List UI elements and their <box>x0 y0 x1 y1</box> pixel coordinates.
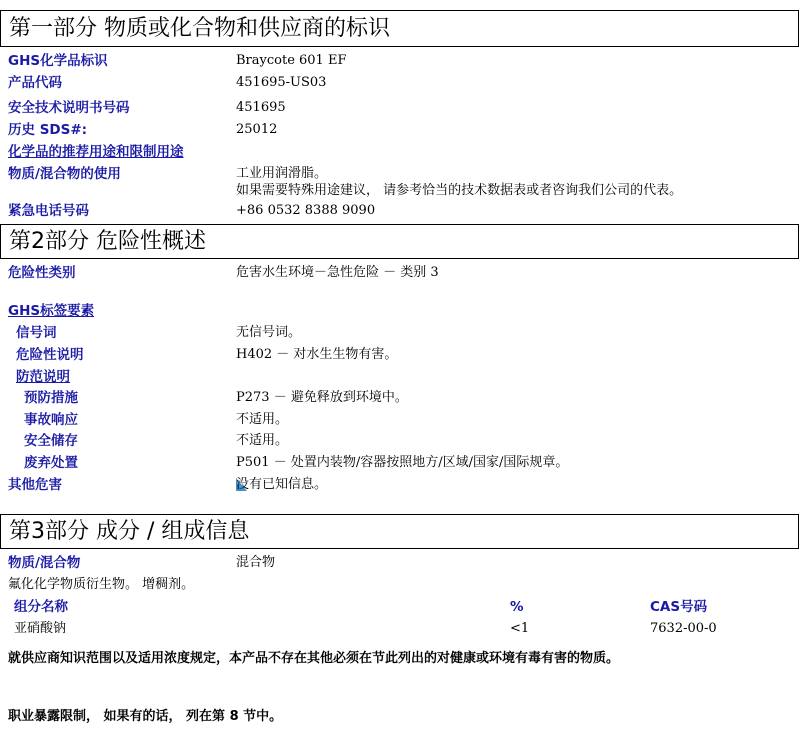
signal-word-row <box>0 322 800 344</box>
product-code-label: 产品代码 <box>8 75 62 91</box>
product-code-row <box>0 72 800 94</box>
signal-word-label: 信号词 <box>16 325 57 341</box>
section-3-header <box>0 514 799 549</box>
column-header-percent: % <box>510 599 524 615</box>
disposal-label: 废弃处置 <box>24 455 78 471</box>
reporting-statement: 就供应商知识范围以及适用浓度规定，本产品不存在其他必须在节此列出的对健康或环境有毒有害的物质。 <box>8 651 620 666</box>
prevention-value: P273 － 避免释放到环境中。 <box>236 390 408 405</box>
column-header-name: 组分名称 <box>14 599 68 615</box>
section-2-title: 第2部分 危险性概述 <box>9 228 206 254</box>
prevention-row <box>0 387 800 409</box>
recommended-use-heading: 化学品的推荐用途和限制用途 <box>8 144 184 160</box>
substance-use-value-2: 如果需要特殊用途建议， 请参考恰当的技术数据表或者咨询我们公司的代表。 <box>236 183 683 198</box>
sds-number-row <box>0 97 800 119</box>
exposure-limit-note: 职业暴露限制， 如果有的话， 列在第 8 节中。 <box>8 709 283 724</box>
hazard-class-row <box>0 262 800 284</box>
response-value: 不适用。 <box>236 412 289 427</box>
other-hazards-row <box>0 474 800 496</box>
hazard-class-value: 危害水生环境－急性危险 － 类别 3 <box>236 265 439 280</box>
substance-mixture-value: 混合物 <box>236 555 276 570</box>
other-hazards-label: 其他危害 <box>8 477 62 493</box>
disposal-value: P501 － 处置内装物/容器按照地方/区域/国家/国际规章。 <box>236 455 569 470</box>
storage-label: 安全储存 <box>24 433 78 449</box>
storage-value: 不适用。 <box>236 433 289 448</box>
hazard-class-label: 危险性类别 <box>8 265 76 281</box>
component-cas: 7632-00-0 <box>650 621 717 636</box>
hazard-statement-value: H402 － 对水生生物有害。 <box>236 347 398 362</box>
hazard-statement-label: 危险性说明 <box>16 347 84 363</box>
ghs-label-elements-row <box>0 300 800 322</box>
precaution-heading: 防范说明 <box>16 369 70 385</box>
section-3-title: 第3部分 成分 / 组成信息 <box>9 518 250 544</box>
substance-use-label: 物质/混合物的使用 <box>8 166 121 182</box>
components-table-header <box>0 596 800 618</box>
emergency-phone-row <box>0 200 800 222</box>
component-percent: <1 <box>510 621 530 636</box>
signal-word-value: 无信号词。 <box>236 325 302 340</box>
emergency-phone-label: 紧急电话号码 <box>8 203 89 219</box>
substance-description: 氟化化学物质衍生物。 增稠剂。 <box>8 577 195 592</box>
precaution-row <box>0 366 800 388</box>
prevention-label: 预防措施 <box>24 390 78 406</box>
hazard-statement-row <box>0 344 800 366</box>
column-header-cas: CAS号码 <box>650 599 708 615</box>
substance-use-row-2 <box>0 180 800 202</box>
history-sds-row <box>0 119 800 141</box>
substance-mixture-row <box>0 552 800 574</box>
ghs-identifier-label: GHS化学品标识 <box>8 53 108 69</box>
substance-mixture-label: 物质/混合物 <box>8 555 81 571</box>
table-row <box>0 618 800 640</box>
emergency-phone-value: +86 0532 8388 9090 <box>236 203 376 218</box>
response-row <box>0 409 800 431</box>
section-1-header <box>0 10 799 47</box>
description-row <box>0 574 800 596</box>
statement-row <box>0 648 800 670</box>
storage-row <box>0 430 800 452</box>
ghs-identifier-row <box>0 50 800 72</box>
exposure-note-row <box>0 706 800 728</box>
component-name: 亚硝酸钠 <box>14 621 67 636</box>
history-sds-label: 历史 SDS#: <box>8 122 88 138</box>
sds-number-label: 安全技术说明书号码 <box>8 100 130 116</box>
ghs-identifier-value: Braycote 601 EF <box>236 53 347 68</box>
response-label: 事故响应 <box>24 412 78 428</box>
sds-number-value: 451695 <box>236 100 286 115</box>
substance-use-value-1: 工业用润滑脂。 <box>236 166 328 181</box>
ghs-label-elements-heading: GHS标签要素 <box>8 303 95 319</box>
other-hazards-value: 没有已知信息。 <box>236 477 328 492</box>
section-1-title: 第一部分 物质或化合物和供应商的标识 <box>9 15 390 41</box>
recommended-use-row <box>0 141 800 163</box>
history-sds-value: 25012 <box>236 122 278 137</box>
section-2-header <box>0 224 799 259</box>
product-code-value: 451695-US03 <box>236 75 327 90</box>
disposal-row <box>0 452 800 474</box>
